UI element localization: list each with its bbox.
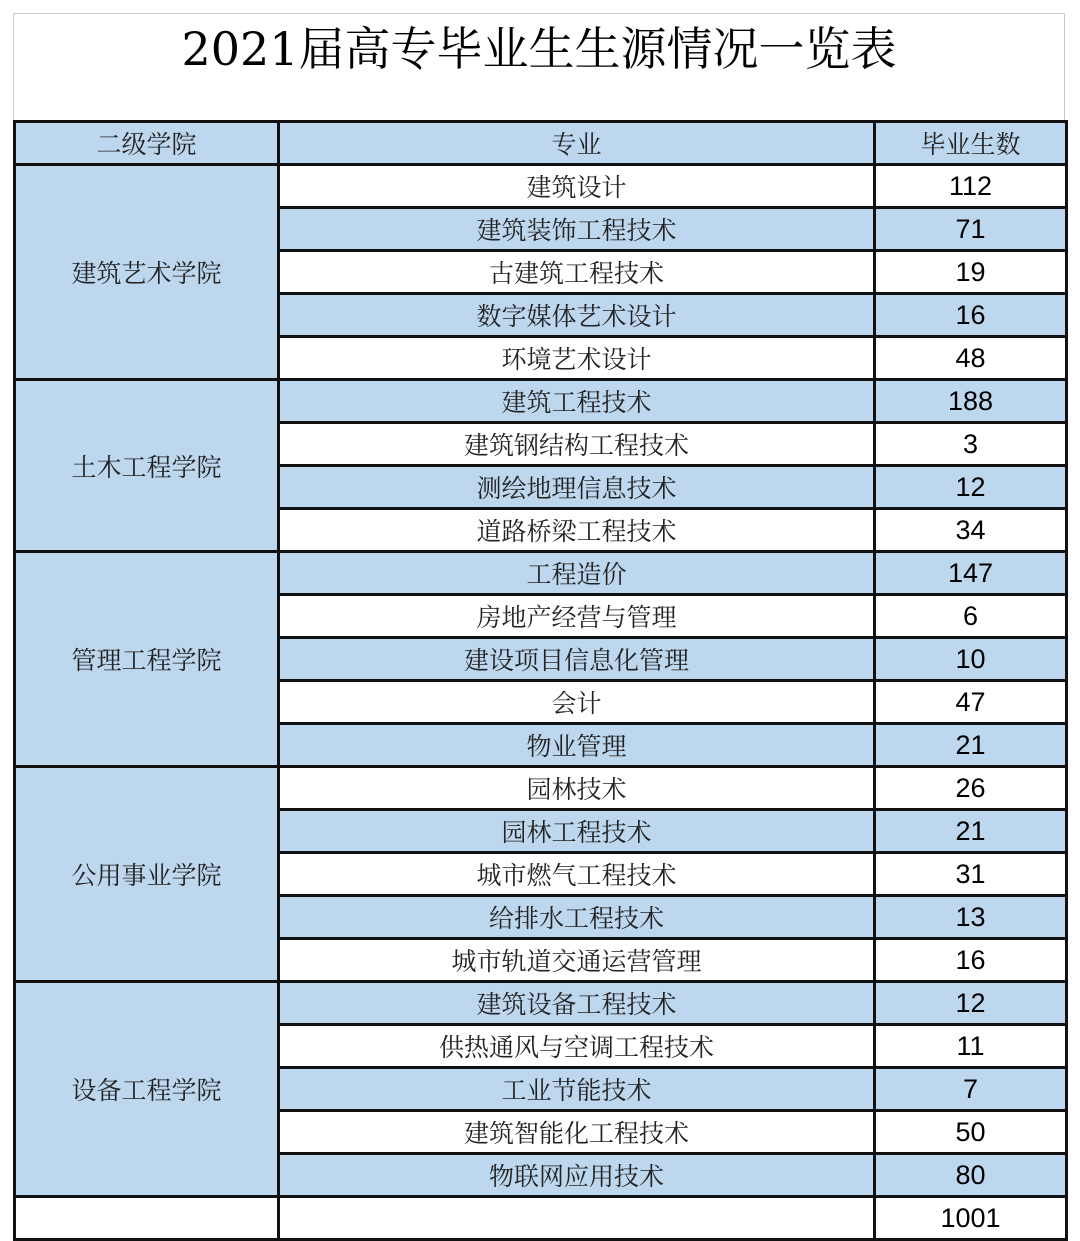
count-cell: 147 <box>875 552 1067 595</box>
major-cell: 环境艺术设计 <box>279 337 875 380</box>
header-major: 专业 <box>279 122 875 165</box>
college-cell: 土木工程学院 <box>15 380 279 552</box>
total-college-cell <box>15 1197 279 1240</box>
count-cell: 21 <box>875 810 1067 853</box>
major-cell: 给排水工程技术 <box>279 896 875 939</box>
major-cell: 数字媒体艺术设计 <box>279 294 875 337</box>
count-cell: 16 <box>875 294 1067 337</box>
count-cell: 112 <box>875 165 1067 208</box>
count-cell: 47 <box>875 681 1067 724</box>
college-cell: 公用事业学院 <box>15 767 279 982</box>
table-row <box>15 165 1067 208</box>
major-cell: 建筑设备工程技术 <box>279 982 875 1025</box>
count-cell: 26 <box>875 767 1067 810</box>
header-college: 二级学院 <box>15 122 279 165</box>
major-cell: 建筑工程技术 <box>279 380 875 423</box>
graduates-table <box>13 120 1068 1241</box>
count-cell: 48 <box>875 337 1067 380</box>
count-cell: 13 <box>875 896 1067 939</box>
major-cell: 工业节能技术 <box>279 1068 875 1111</box>
major-cell: 城市燃气工程技术 <box>279 853 875 896</box>
major-cell: 道路桥梁工程技术 <box>279 509 875 552</box>
header-row <box>15 122 1067 165</box>
major-cell: 房地产经营与管理 <box>279 595 875 638</box>
table-row <box>15 767 1067 810</box>
major-cell: 测绘地理信息技术 <box>279 466 875 509</box>
major-cell: 园林技术 <box>279 767 875 810</box>
major-cell: 古建筑工程技术 <box>279 251 875 294</box>
count-cell: 31 <box>875 853 1067 896</box>
count-cell: 7 <box>875 1068 1067 1111</box>
table-row <box>15 982 1067 1025</box>
count-cell: 10 <box>875 638 1067 681</box>
major-cell: 建筑钢结构工程技术 <box>279 423 875 466</box>
count-cell: 71 <box>875 208 1067 251</box>
major-cell: 供热通风与空调工程技术 <box>279 1025 875 1068</box>
major-cell: 会计 <box>279 681 875 724</box>
spreadsheet <box>13 13 1065 1241</box>
count-cell: 3 <box>875 423 1067 466</box>
college-cell: 设备工程学院 <box>15 982 279 1197</box>
header-count: 毕业生数 <box>875 122 1067 165</box>
count-cell: 34 <box>875 509 1067 552</box>
table-row <box>15 552 1067 595</box>
total-count-cell: 1001 <box>875 1197 1067 1240</box>
count-cell: 12 <box>875 982 1067 1025</box>
major-cell: 建筑装饰工程技术 <box>279 208 875 251</box>
table-body <box>15 165 1067 1197</box>
major-cell: 物业管理 <box>279 724 875 767</box>
count-cell: 12 <box>875 466 1067 509</box>
count-cell: 188 <box>875 380 1067 423</box>
major-cell: 园林工程技术 <box>279 810 875 853</box>
count-cell: 19 <box>875 251 1067 294</box>
major-cell: 建设项目信息化管理 <box>279 638 875 681</box>
major-cell: 工程造价 <box>279 552 875 595</box>
major-cell: 建筑设计 <box>279 165 875 208</box>
count-cell: 11 <box>875 1025 1067 1068</box>
total-major-cell <box>279 1197 875 1240</box>
major-cell: 建筑智能化工程技术 <box>279 1111 875 1154</box>
count-cell: 16 <box>875 939 1067 982</box>
table-title: 2021届高专毕业生生源情况一览表 <box>13 13 1065 120</box>
college-cell: 管理工程学院 <box>15 552 279 767</box>
total-row <box>15 1197 1067 1240</box>
count-cell: 80 <box>875 1154 1067 1197</box>
count-cell: 21 <box>875 724 1067 767</box>
major-cell: 城市轨道交通运营管理 <box>279 939 875 982</box>
major-cell: 物联网应用技术 <box>279 1154 875 1197</box>
table-row <box>15 380 1067 423</box>
count-cell: 6 <box>875 595 1067 638</box>
count-cell: 50 <box>875 1111 1067 1154</box>
college-cell: 建筑艺术学院 <box>15 165 279 380</box>
